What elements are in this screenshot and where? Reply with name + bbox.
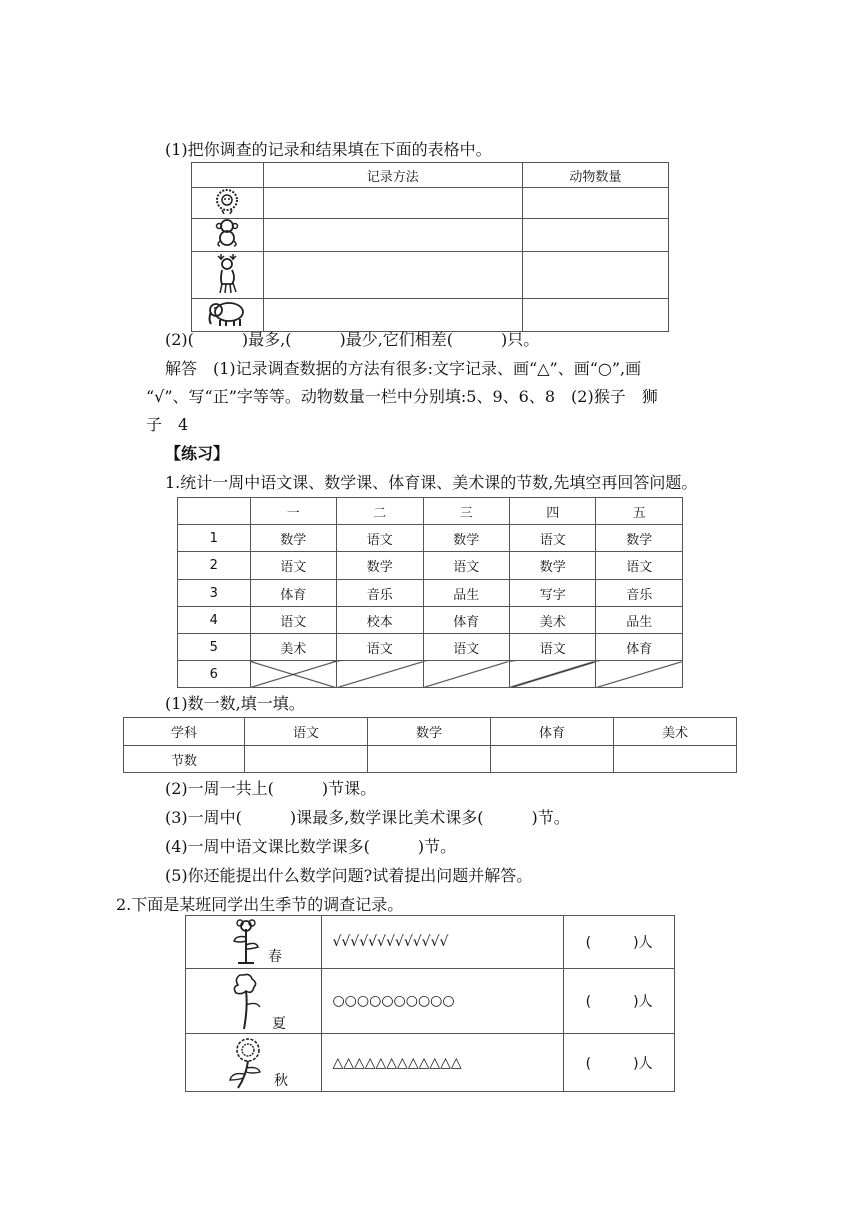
spring-flower-icon [226,919,266,965]
subject-cell: 语文 [337,525,423,552]
animal-cell [192,219,264,252]
empty-cell [250,661,336,688]
count-cell [367,746,490,773]
count-cell [490,746,613,773]
answer-line-2: “√”、写“正”字等等。动物数量一栏中分别填:5、9、6、8 (2)猴子 狮 [146,387,658,406]
count-cell [245,746,368,773]
tally-marks: ○○○○○○○○○○ [322,969,564,1034]
example-question-2: (2)( )最多,( )最少,它们相差( )只。 [165,330,540,349]
sub-question-2: (2)一周一共上( )节课。 [165,779,377,798]
period-number: 6 [178,661,251,688]
season-row [186,1034,675,1092]
animal-cell [192,252,264,299]
period-number: 2 [178,552,251,580]
day-header: 三 [423,498,509,525]
season-row [186,916,675,969]
subject-cell: 体育 [423,607,509,634]
season-label: 秋 [274,1073,288,1089]
empty-cell [423,661,509,688]
subject-cell: 音乐 [596,580,683,607]
header-animal-count: 动物数量 [522,163,668,188]
elephant-icon [207,299,247,327]
subject-cell: 体育 [596,634,683,661]
count-blank: ( )人 [564,916,675,969]
count-header: 数学 [367,718,490,746]
practice-question-1: 1.统计一周中语文课、数学课、体育课、美术课的节数,先填空再回答问题。 [165,473,698,492]
count-header: 体育 [490,718,613,746]
season-row [186,969,675,1034]
count-row-label: 节数 [124,746,245,773]
subject-cell: 校本 [337,607,423,634]
subject-count-table [123,717,737,773]
subject-cell: 语文 [510,634,596,661]
count-header: 语文 [245,718,368,746]
subject-cell: 语文 [250,607,336,634]
subject-cell: 数学 [423,525,509,552]
subject-cell: 音乐 [337,580,423,607]
subject-cell: 品生 [423,580,509,607]
count-cell [613,746,736,773]
sub-question-3: (3)一周中( )课最多,数学课比美术课多( )节。 [165,808,570,827]
weekly-schedule-table [177,497,683,688]
sub-question-4: (4)一周中语文课比数学课多( )节。 [165,837,457,856]
birth-season-table [185,915,675,1092]
schedule-row [178,607,683,634]
subject-cell: 数学 [250,525,336,552]
schedule-row [178,580,683,607]
count-header: 学科 [124,718,245,746]
monkey-icon [214,219,240,247]
answer-line-1: 解答 (1)记录调查数据的方法有很多:文字记录、画“△”、画“○”,画 [165,359,642,378]
schedule-row [178,552,683,580]
day-header: 五 [596,498,683,525]
subject-cell: 美术 [510,607,596,634]
autumn-flower-icon [226,1036,272,1090]
subject-cell: 体育 [250,580,336,607]
count-blank: ( )人 [564,1034,675,1092]
lion-icon [214,188,240,214]
schedule-row [178,525,683,552]
animal-cell [192,188,264,219]
day-header: 四 [510,498,596,525]
subject-cell: 品生 [596,607,683,634]
empty-cell [337,661,423,688]
period-number: 4 [178,607,251,634]
count-header: 美术 [613,718,736,746]
empty-cell [510,661,596,688]
animal-survey-table [191,162,669,332]
subject-cell: 语文 [423,552,509,580]
day-header: 一 [250,498,336,525]
subject-cell: 数学 [596,525,683,552]
header-record-method: 记录方法 [263,163,522,188]
tally-marks: √√√√√√√√√√√√√ [322,916,564,969]
empty-cell [596,661,683,688]
question-2-title: 2.下面是某班同学出生季节的调查记录。 [116,895,404,914]
deer-icon [212,252,242,294]
subject-cell: 语文 [423,634,509,661]
day-header: 二 [337,498,423,525]
count-blank: ( )人 [564,969,675,1034]
subject-cell: 写字 [510,580,596,607]
season-label: 春 [268,949,282,965]
subject-cell: 数学 [510,552,596,580]
practice-heading: 【练习】 [165,444,230,463]
answer-line-3: 子 4 [146,415,189,434]
subject-cell: 语文 [337,634,423,661]
schedule-row [178,661,683,688]
subject-cell: 语文 [510,525,596,552]
period-number: 1 [178,525,251,552]
tally-marks: △△△△△△△△△△△△ [322,1034,564,1092]
schedule-row [178,634,683,661]
subject-cell: 数学 [337,552,423,580]
example-question-1: (1)把你调查的记录和结果填在下面的表格中。 [165,140,492,159]
period-number: 5 [178,634,251,661]
period-number: 3 [178,580,251,607]
sub-question-1: (1)数一数,填一填。 [165,694,305,713]
summer-flower-icon [226,971,266,1031]
sub-question-5: (5)你还能提出什么数学问题?试着提出问题并解答。 [165,866,533,885]
subject-cell: 语文 [250,552,336,580]
season-label: 夏 [272,1016,286,1032]
subject-cell: 语文 [596,552,683,580]
animal-cell [192,299,264,332]
subject-cell: 美术 [250,634,336,661]
